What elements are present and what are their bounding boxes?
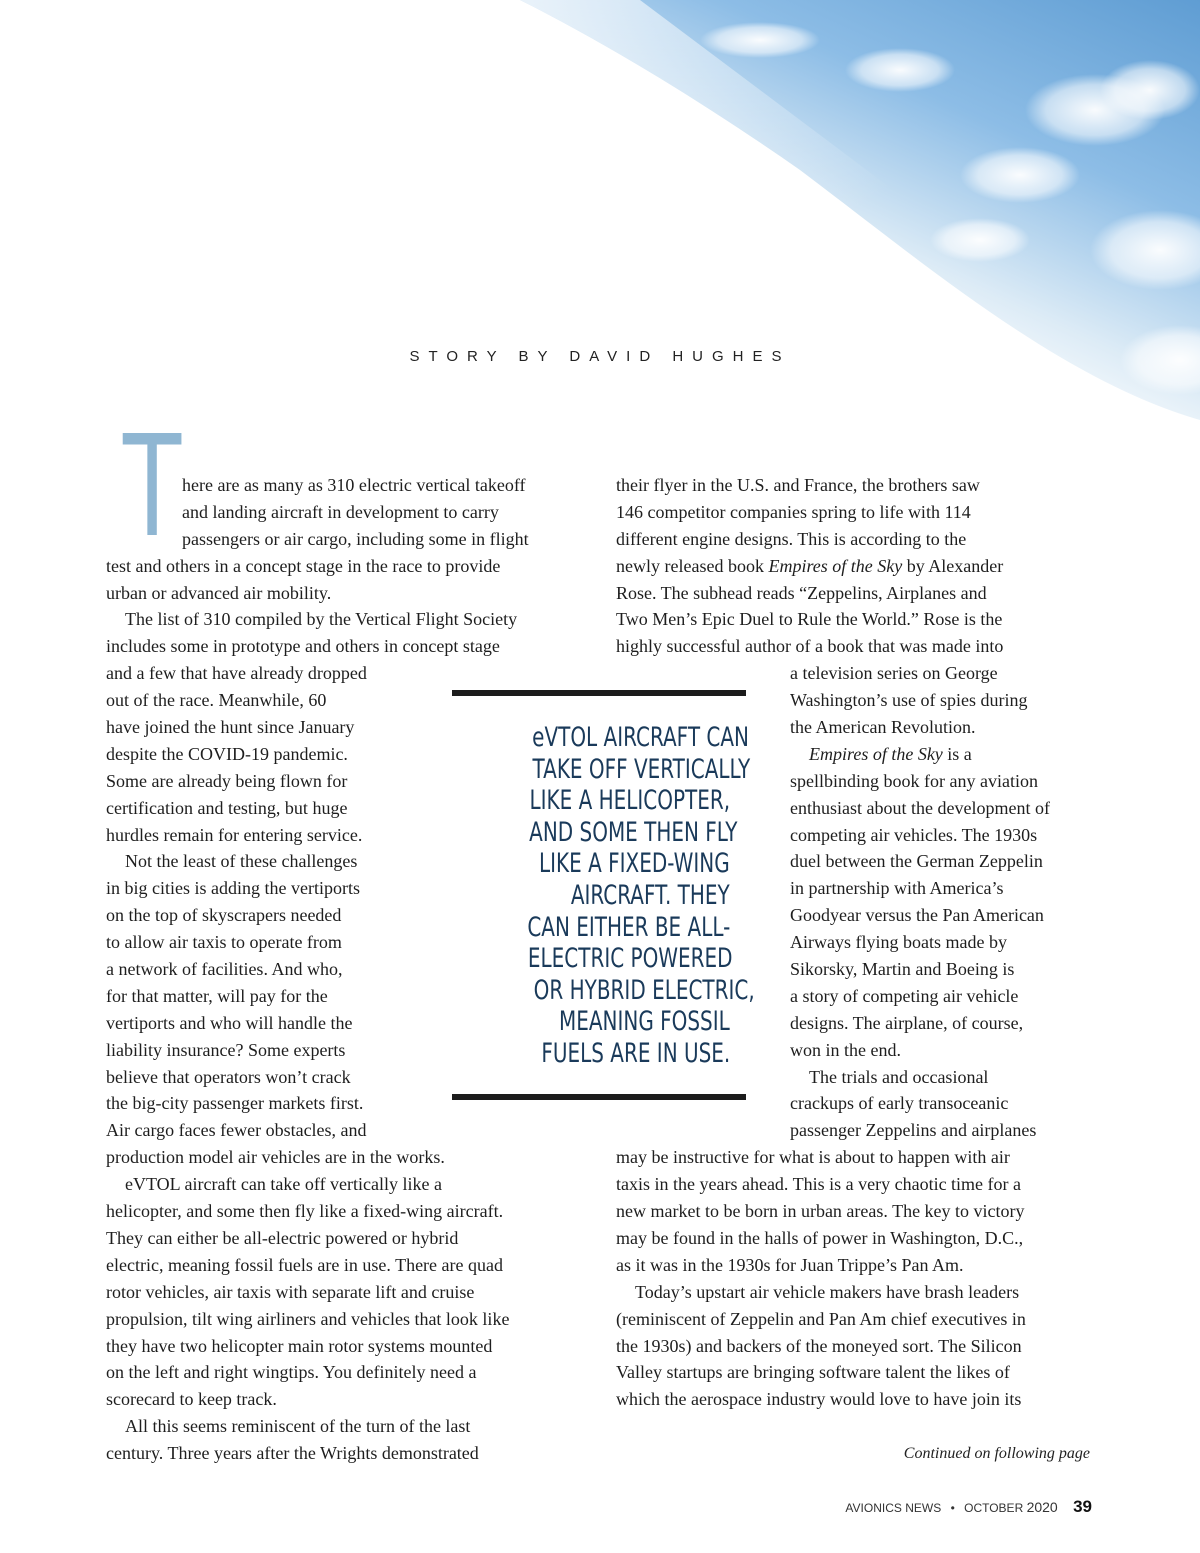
byline: STORY BY DAVID HUGHES bbox=[409, 348, 791, 365]
text-line: a television series on George bbox=[790, 663, 998, 684]
text-line: Goodyear versus the Pan American bbox=[790, 905, 1044, 926]
pull-quote-top-rule bbox=[452, 690, 746, 696]
text-line: different engine designs. This is according to the bbox=[616, 528, 967, 549]
text-line: century. Three years after the Wrights demonstrated bbox=[106, 1443, 479, 1464]
text-line: on the left and right wingtips. You definitely need a bbox=[106, 1362, 477, 1383]
pull-quote-line: MEANING FOSSIL bbox=[559, 1006, 730, 1038]
text-line: passengers or air cargo, including some in flight bbox=[182, 528, 529, 549]
text-line: includes some in prototype and others in concept stage bbox=[106, 636, 500, 657]
book-title: Empires of the Sky bbox=[768, 555, 903, 576]
text-line: highly successful author of a book that was made into bbox=[616, 636, 1004, 657]
text-line: they have two helicopter main rotor systems mounted bbox=[106, 1335, 493, 1356]
continued-note: Continued on following page bbox=[903, 1445, 1090, 1462]
text-line: in partnership with America’s bbox=[790, 878, 1004, 899]
footer-bullet: • bbox=[950, 1501, 955, 1515]
text-line: Today’s upstart air vehicle makers have brash leaders bbox=[635, 1281, 1020, 1302]
text-line: won in the end. bbox=[790, 1039, 901, 1060]
text-line: designs. The airplane, of course, bbox=[790, 1012, 1024, 1033]
text-line: on the top of skyscrapers needed bbox=[106, 905, 342, 926]
text-line: Sikorsky, Martin and Boeing is bbox=[790, 959, 1015, 980]
text-line: Two Men’s Epic Duel to Rule the World.” Rose is the bbox=[616, 609, 1003, 630]
pull-quote-line: FUELS ARE IN USE. bbox=[541, 1037, 730, 1069]
text-line: their flyer in the U.S. and France, the brothers saw bbox=[616, 475, 980, 495]
text-line: urban or advanced air mobility. bbox=[106, 582, 332, 603]
text-line: the big-city passenger markets first. bbox=[106, 1093, 364, 1114]
text-line: Some are already being flown for bbox=[106, 770, 348, 791]
drop-cap: T bbox=[123, 406, 182, 569]
text-line: for that matter, will pay for the bbox=[106, 985, 328, 1006]
text-run: is a bbox=[942, 743, 972, 764]
text-line: out of the race. Meanwhile, 60 bbox=[106, 690, 327, 711]
text-line: Rose. The subhead reads “Zeppelins, Airplanes and bbox=[616, 582, 987, 603]
pull-quote-line: OR HYBRID ELECTRIC, bbox=[533, 974, 755, 1006]
text-line: competing air vehicles. The 1930s bbox=[790, 824, 1038, 845]
text-line: as it was in the 1930s for Juan Trippe’s Pan Am. bbox=[616, 1254, 964, 1275]
text-line: new market to be born in urban areas. The key to victory bbox=[616, 1201, 1025, 1222]
text-line: may be instructive for what is about to happen with air bbox=[616, 1147, 1010, 1168]
text-line: The trials and occasional bbox=[809, 1066, 989, 1087]
text-line: propulsion, tilt wing airliners and vehicles that look like bbox=[106, 1308, 510, 1329]
pull-quote-line: LIKE A HELICOPTER, bbox=[529, 785, 730, 817]
text-line: Washington’s use of spies during bbox=[790, 690, 1028, 711]
text-line: taxis in the years ahead. This is a very chaotic time for a bbox=[616, 1174, 1022, 1195]
text-line: test and others in a concept stage in the race to provide bbox=[106, 555, 501, 576]
text-line: passenger Zeppelins and airplanes bbox=[790, 1120, 1037, 1141]
text-line: may be found in the halls of power in Washington, D.C., bbox=[616, 1227, 1024, 1248]
text-line: duel between the German Zeppelin bbox=[790, 851, 1043, 872]
pull-quote bbox=[456, 722, 755, 1070]
text-line: spellbinding book for any aviation bbox=[790, 770, 1038, 791]
text-line: Air cargo faces fewer obstacles, and bbox=[106, 1120, 367, 1141]
text-line: 146 competitor companies spring to life with 114 bbox=[616, 501, 971, 522]
text-line: rotor vehicles, air taxis with separate lift and cruise bbox=[106, 1281, 475, 1302]
text-line: which the aerospace industry would love to have join its bbox=[616, 1389, 1022, 1410]
text-line: to allow air taxis to operate from bbox=[106, 932, 342, 953]
text-line: scorecard to keep track. bbox=[106, 1389, 277, 1410]
text-line: liability insurance? Some experts bbox=[106, 1039, 346, 1060]
text-line: Not the least of these challenges bbox=[125, 851, 358, 872]
text-line: certification and testing, but huge bbox=[106, 797, 348, 818]
text-line: and a few that have already dropped bbox=[106, 663, 367, 684]
text-line: helicopter, and some then fly like a fixed-wing aircraft. bbox=[106, 1201, 504, 1222]
text-run: newly released book bbox=[616, 555, 769, 576]
text-line: here are as many as 310 electric vertical takeoff bbox=[182, 475, 526, 495]
text-line: enthusiast about the development of bbox=[790, 797, 1050, 818]
text-line: eVTOL aircraft can take off vertically like a bbox=[125, 1174, 443, 1195]
page-number: 39 bbox=[1073, 1497, 1092, 1516]
pull-quote-line: AIRCRAFT. THEY bbox=[571, 879, 730, 911]
pull-quote-line: LIKE A FIXED-WING bbox=[539, 848, 730, 880]
text-line bbox=[616, 553, 1050, 580]
text-line: and landing aircraft in development to carry bbox=[182, 501, 499, 522]
book-title: Empires of the Sky bbox=[809, 743, 943, 764]
page-footer bbox=[845, 1497, 1092, 1517]
pull-quote-bottom-rule bbox=[452, 1094, 746, 1100]
text-line: despite the COVID-19 pandemic. bbox=[106, 743, 348, 764]
issue-month: OCTOBER bbox=[964, 1501, 1024, 1515]
text-line: crackups of early transoceanic bbox=[790, 1093, 1009, 1114]
pull-quote-line: ELECTRIC POWERED bbox=[527, 943, 733, 975]
text-line: (reminiscent of Zeppelin and Pan Am chief executives in bbox=[616, 1308, 1026, 1329]
text-line: hurdles remain for entering service. bbox=[106, 824, 363, 845]
issue-year: 2020 bbox=[1026, 1499, 1058, 1515]
text-line: a network of facilities. And who, bbox=[106, 959, 343, 980]
text-line: All this seems reminiscent of the turn of the last bbox=[125, 1416, 471, 1437]
text-line: vertiports and who will handle the bbox=[106, 1012, 353, 1033]
text-line: have joined the hunt since January bbox=[106, 717, 355, 738]
text-line: in big cities is adding the vertiports bbox=[106, 878, 360, 899]
text-line: the American Revolution. bbox=[790, 717, 976, 738]
text-line: Valley startups are bringing software talent the likes of bbox=[616, 1362, 1010, 1383]
text-line: believe that operators won’t crack bbox=[106, 1066, 351, 1087]
pull-quote-line: eVTOL AIRCRAFT CAN bbox=[532, 722, 749, 753]
text-line: the 1930s) and backers of the moneyed sort. The Silicon bbox=[616, 1335, 1022, 1356]
pull-quote-line: TAKE OFF VERTICALLY bbox=[532, 753, 751, 785]
text-line: The list of 310 compiled by the Vertical Flight Society bbox=[125, 609, 518, 630]
text-line: production model air vehicles are in the works. bbox=[106, 1147, 445, 1168]
pull-quote-line: CAN EITHER BE ALL- bbox=[527, 911, 731, 943]
pull-quote-line: AND SOME THEN FLY bbox=[529, 816, 738, 848]
text-line: Airways flying boats made by bbox=[790, 932, 1007, 953]
text-run: by Alexander bbox=[902, 555, 1004, 576]
text-line: They can either be all-electric powered or hybrid bbox=[106, 1227, 459, 1248]
sky-cloud-image bbox=[0, 0, 1200, 440]
publication-name: AVIONICS NEWS bbox=[845, 1501, 942, 1515]
text-line: electric, meaning fossil fuels are in use. There are quad bbox=[106, 1254, 504, 1275]
text-line: a story of competing air vehicle bbox=[790, 985, 1019, 1006]
